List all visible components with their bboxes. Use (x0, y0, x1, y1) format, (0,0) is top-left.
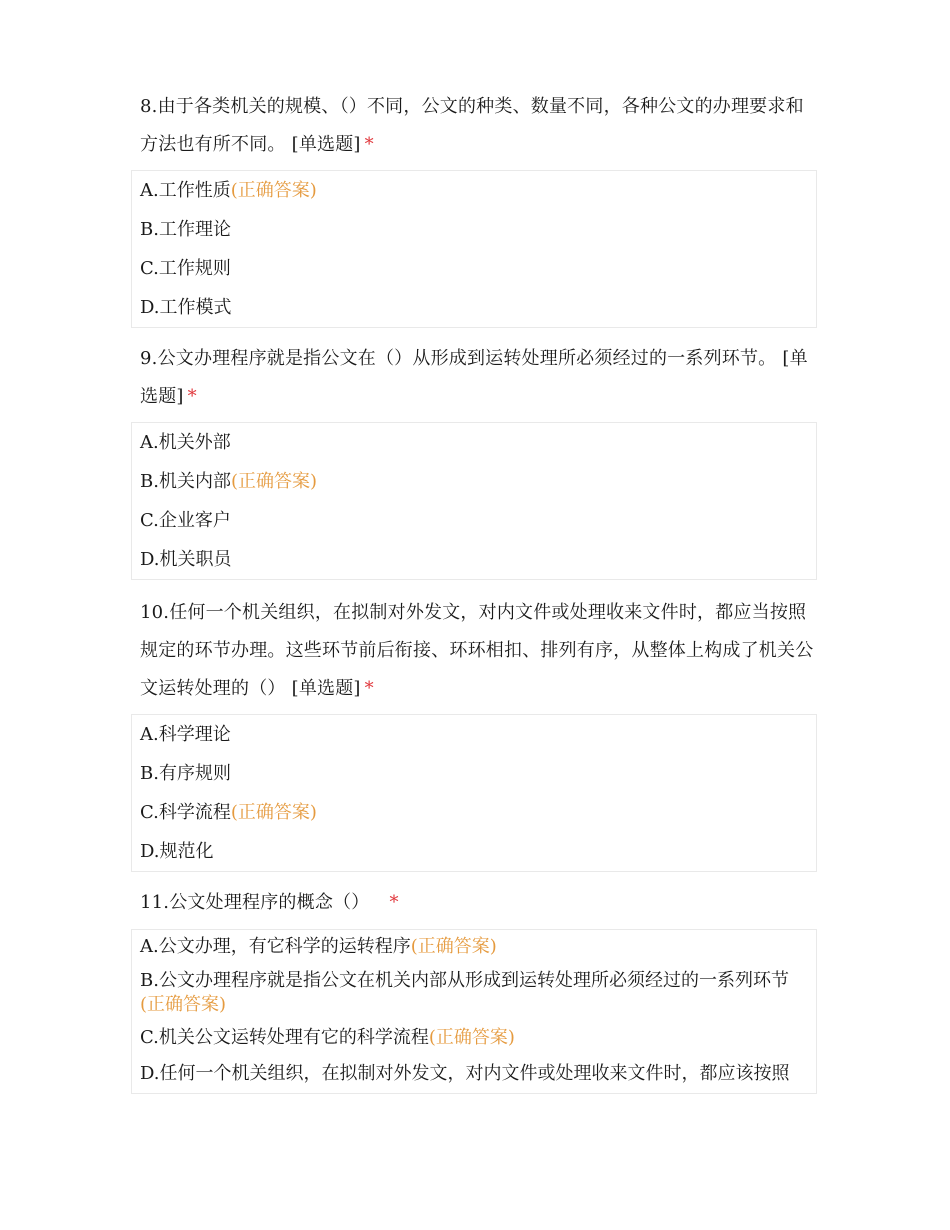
option-a[interactable] (140, 715, 808, 754)
options-8 (131, 170, 817, 328)
option-label: C.科学流程 (140, 802, 231, 823)
option-d[interactable] (140, 832, 808, 871)
correct-answer-tag: (正确答案) (410, 936, 497, 957)
option-a[interactable] (140, 171, 808, 210)
question-type: [单选题] (140, 348, 808, 407)
correct-answer-tag: (正确答案) (428, 1027, 515, 1048)
option-b[interactable] (140, 963, 808, 1021)
question-text: 10.任何一个机关组织，在拟制对外发文，对内文件或处理收来文件时，都应当按照规定的环节办理。这些环节前后衔接、环环相扣、排列有序，从整体上构成了机关公文运转处理的（） (140, 602, 814, 699)
option-label: D.机关职员 (140, 549, 232, 570)
required-mark: * (364, 134, 374, 155)
option-label: D.规范化 (140, 841, 214, 862)
option-d[interactable] (140, 540, 808, 579)
option-label: B.公文办理程序就是指公文在机关内部从形成到运转处理所必须经过的一系列环节 (140, 970, 789, 991)
option-c[interactable] (140, 249, 808, 288)
option-label: C.机关公文运转处理有它的科学流程 (140, 1027, 429, 1048)
option-d[interactable] (140, 1054, 808, 1093)
required-mark: * (187, 386, 197, 407)
question-type: [单选题] (291, 678, 361, 699)
options-11 (131, 929, 817, 1094)
option-label: B.机关内部 (140, 471, 231, 492)
option-label: A.机关外部 (140, 432, 231, 453)
correct-answer-tag: (正确答案) (230, 471, 317, 492)
option-c[interactable] (140, 501, 808, 540)
option-b[interactable] (140, 462, 808, 501)
question-11 (140, 884, 820, 922)
question-title (140, 884, 820, 922)
options-10 (131, 714, 817, 872)
correct-answer-tag: (正确答案) (230, 802, 317, 823)
option-label: A.工作性质 (140, 180, 231, 201)
option-label: D.工作模式 (140, 297, 232, 318)
option-label: A.公文办理，有它科学的运转程序 (140, 936, 411, 957)
option-c[interactable] (140, 1021, 808, 1054)
question-title (140, 340, 820, 416)
option-label: B.有序规则 (140, 763, 231, 784)
question-title (140, 594, 820, 708)
question-text: 9.公文办理程序就是指公文在（）从形成到运转处理所必须经过的一系列环节。 (140, 348, 777, 369)
question-title (140, 88, 820, 164)
required-mark: * (389, 892, 399, 913)
option-c[interactable] (140, 793, 808, 832)
option-label: C.工作规则 (140, 258, 231, 279)
question-8 (140, 88, 820, 164)
question-9 (140, 340, 820, 416)
option-label: A.科学理论 (140, 724, 231, 745)
option-label: B.工作理论 (140, 219, 231, 240)
options-9 (131, 422, 817, 580)
question-type: [单选题] (291, 134, 361, 155)
option-a[interactable] (140, 930, 808, 963)
question-text: 11.公文处理程序的概念（） (140, 892, 370, 913)
option-d[interactable] (140, 288, 808, 327)
option-label: D.任何一个机关组织，在拟制对外发文，对内文件或处理收来文件时，都应该按照 (140, 1063, 790, 1084)
option-a[interactable] (140, 423, 808, 462)
option-b[interactable] (140, 210, 808, 249)
question-text: 8.由于各类机关的规模、（）不同，公文的种类、数量不同，各种公文的办理要求和方法也有所不同。 (140, 96, 804, 155)
option-label: C.企业客户 (140, 510, 231, 531)
required-mark: * (364, 678, 374, 699)
option-b[interactable] (140, 754, 808, 793)
question-10 (140, 594, 820, 708)
correct-answer-tag: (正确答案) (140, 994, 227, 1015)
correct-answer-tag: (正确答案) (230, 180, 317, 201)
